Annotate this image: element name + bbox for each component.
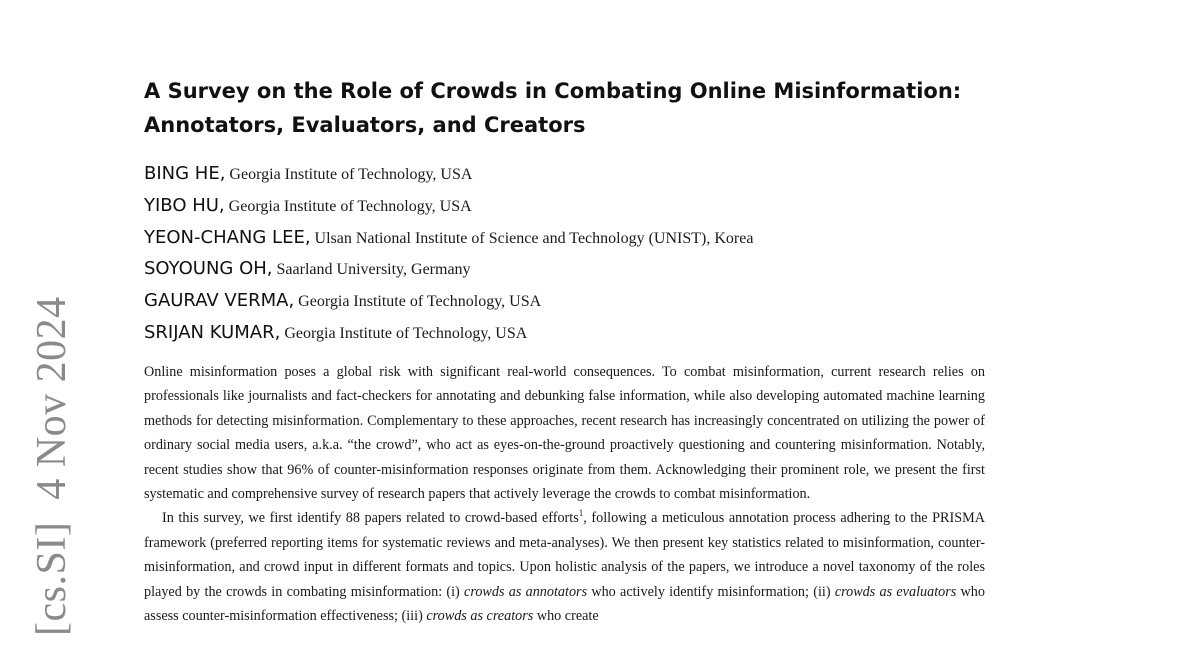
author-affiliation: Georgia Institute of Technology, USA: [280, 324, 528, 342]
author-entry: [144, 158, 753, 190]
author-entry: [144, 190, 753, 222]
abstract-p2-text: , following a meticulous annotation process adhering to the PRISMA framework (preferred reporting items for systematic reviews and meta-analyses). We then present key statistics related to misinformation, counter-misinformation, and crowd input in different formats and topics. Upon holistic analysis of the papers, we introduce a novel taxonomy of the roles played by the crowds in combating misinformation: (i): [144, 510, 985, 600]
paper-title-line-1: A Survey on the Role of Crowds in Combating Online Misinformation:: [144, 79, 962, 103]
author-name: YEON-CHANG LEE,: [144, 226, 311, 248]
abstract-p2-text: who assess counter-misinformation effectiveness; (iii): [144, 583, 985, 625]
paper-title: [144, 74, 1044, 142]
abstract-paragraph-1: Online misinformation poses a global risk with significant real-world consequences. To combat misinformation, current research relies on professionals like journalists and fact-checkers for annotating and debunking false information, while also developing automated machine learning methods for detecting misinformation. Complementary to these approaches, recent research has increasingly concentrated on utilizing the power of ordinary social media users, a.k.a. “the crowd”, who act as eyes-on-the-ground proactively questioning and countering misinformation. Notably, recent studies show that 96% of counter-misinformation responses originate from them. Acknowledging their prominent role, we present the first systematic and comprehensive survey of research papers that actively leverage the crowds to combat misinformation.: [144, 364, 985, 503]
author-affiliation: Ulsan National Institute of Science and Technology (UNIST), Korea: [310, 229, 754, 247]
author-list: [144, 158, 753, 349]
arxiv-date: 4 Nov 2024: [29, 296, 75, 500]
arxiv-category: [cs.SI]: [29, 521, 75, 636]
author-affiliation: Georgia Institute of Technology, USA: [294, 293, 542, 311]
author-name: SRIJAN KUMAR,: [144, 321, 281, 343]
abstract-paragraph-2: [144, 506, 985, 628]
abstract: [144, 360, 985, 628]
role-annotators: crowds as annotators: [464, 583, 588, 600]
author-affiliation: Georgia Institute of Technology, USA: [224, 197, 472, 215]
author-affiliation: Georgia Institute of Technology, USA: [225, 166, 473, 183]
abstract-p2-text: who actively identify misinformation; (ii): [587, 583, 835, 600]
author-name: SOYOUNG OH,: [144, 258, 273, 280]
author-entry: [144, 317, 753, 349]
role-evaluators: crowds as evaluators: [834, 583, 957, 600]
author-entry: [144, 222, 753, 254]
arxiv-side-stamp: [28, 296, 76, 636]
paper-title-line-2: Annotators, Evaluators, and Creators: [144, 113, 586, 137]
author-name: BING HE,: [144, 163, 226, 184]
abstract-p2-text: who create: [533, 608, 599, 625]
footnote-marker[interactable]: 1: [578, 508, 584, 519]
author-name: GAURAV VERMA,: [144, 290, 295, 312]
abstract-p2-text: In this survey, we first identify 88 papers related to crowd-based efforts: [162, 510, 579, 527]
author-entry: [144, 285, 753, 317]
role-creators: crowds as creators: [426, 608, 534, 625]
author-entry: [144, 253, 753, 285]
author-name: YIBO HU,: [144, 194, 225, 216]
author-affiliation: Saarland University, Germany: [272, 261, 471, 279]
